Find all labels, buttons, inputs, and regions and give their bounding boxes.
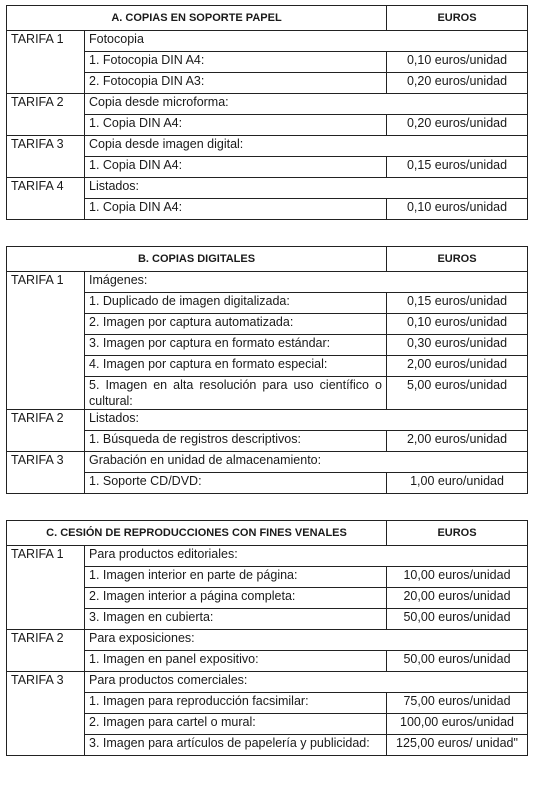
tarifas-document — [6, 5, 527, 782]
tarifa-group-label: Para productos comerciales: — [85, 672, 528, 693]
tarifa-group-label: Copia desde imagen digital: — [85, 136, 528, 157]
item-price: 125,00 euros/ unidad" — [387, 735, 528, 756]
table-row — [7, 136, 528, 157]
item-price: 0,30 euros/unidad — [387, 335, 528, 356]
item-price: 1,00 euro/unidad — [387, 473, 528, 494]
table-row — [7, 31, 528, 52]
item-description: 3. Imagen para artículos de papelería y publicidad: — [85, 735, 387, 756]
item-description: 2. Fotocopia DIN A3: — [85, 73, 387, 94]
item-price: 50,00 euros/unidad — [387, 609, 528, 630]
tarifa-group-label: Listados: — [85, 178, 528, 199]
tarifa-code: TARIFA 4 — [7, 178, 85, 220]
item-price: 0,20 euros/unidad — [387, 73, 528, 94]
tarifa-group-label: Copia desde microforma: — [85, 94, 528, 115]
item-description: 1. Copia DIN A4: — [85, 115, 387, 136]
item-description: 2. Imagen para cartel o mural: — [85, 714, 387, 735]
table-row — [7, 588, 528, 609]
currency-header: EUROS — [387, 247, 528, 272]
tarifa-code: TARIFA 3 — [7, 136, 85, 178]
table-row — [7, 115, 528, 136]
currency-header: EUROS — [387, 6, 528, 31]
table-row — [7, 630, 528, 651]
item-description: 1. Imagen en panel expositivo: — [85, 651, 387, 672]
table-row — [7, 567, 528, 588]
table-row — [7, 431, 528, 452]
item-description: 3. Imagen en cubierta: — [85, 609, 387, 630]
table-row — [7, 94, 528, 115]
item-description: 1. Imagen para reproducción facsimilar: — [85, 693, 387, 714]
table-row — [7, 377, 528, 410]
table-row — [7, 335, 528, 356]
item-price: 0,15 euros/unidad — [387, 293, 528, 314]
tarifa-group-label: Para productos editoriales: — [85, 546, 528, 567]
item-price: 0,15 euros/unidad — [387, 157, 528, 178]
table-header-row — [7, 521, 528, 546]
item-description: 2. Imagen interior a página completa: — [85, 588, 387, 609]
item-description: 1. Imagen interior en parte de página: — [85, 567, 387, 588]
table-row — [7, 452, 528, 473]
table-header-row — [7, 247, 528, 272]
tarifa-code: TARIFA 2 — [7, 630, 85, 672]
item-description: 1. Fotocopia DIN A4: — [85, 52, 387, 73]
item-description: 1. Copia DIN A4: — [85, 157, 387, 178]
table-row — [7, 410, 528, 431]
tarifa-group-label: Fotocopia — [85, 31, 528, 52]
item-description: 1. Copia DIN A4: — [85, 199, 387, 220]
table-row — [7, 473, 528, 494]
item-description: 1. Búsqueda de registros descriptivos: — [85, 431, 387, 452]
table-row — [7, 356, 528, 377]
table-row — [7, 73, 528, 94]
item-description: 1. Soporte CD/DVD: — [85, 473, 387, 494]
item-description: 1. Duplicado de imagen digitalizada: — [85, 293, 387, 314]
item-price: 50,00 euros/unidad — [387, 651, 528, 672]
tarifa-code: TARIFA 1 — [7, 546, 85, 630]
item-price: 0,10 euros/unidad — [387, 52, 528, 73]
currency-header: EUROS — [387, 521, 528, 546]
table-row — [7, 52, 528, 73]
item-price: 75,00 euros/unidad — [387, 693, 528, 714]
tarifa-group-label: Para exposiciones: — [85, 630, 528, 651]
item-description: 2. Imagen por captura automatizada: — [85, 314, 387, 335]
table-row — [7, 272, 528, 293]
table-row — [7, 651, 528, 672]
tarifa-group-label: Imágenes: — [85, 272, 528, 293]
tarifa-table-1 — [6, 5, 528, 220]
tarifa-code: TARIFA 2 — [7, 94, 85, 136]
item-price: 2,00 euros/unidad — [387, 431, 528, 452]
table-header-row — [7, 6, 528, 31]
table-row — [7, 293, 528, 314]
item-price: 20,00 euros/unidad — [387, 588, 528, 609]
tarifa-table-2 — [6, 246, 528, 494]
item-price: 0,10 euros/unidad — [387, 199, 528, 220]
table-row — [7, 546, 528, 567]
table-row — [7, 178, 528, 199]
table-row — [7, 672, 528, 693]
item-description: 5. Imagen en alta resolución para uso científico o cultural: — [85, 377, 387, 410]
table-row — [7, 199, 528, 220]
tarifa-code: TARIFA 3 — [7, 452, 85, 494]
item-description: 3. Imagen por captura en formato estándar: — [85, 335, 387, 356]
table-row — [7, 693, 528, 714]
section-title: A. COPIAS EN SOPORTE PAPEL — [7, 6, 387, 31]
section-title: C. CESIÓN DE REPRODUCCIONES CON FINES VENALES — [7, 521, 387, 546]
item-price: 5,00 euros/unidad — [387, 377, 528, 410]
item-price: 10,00 euros/unidad — [387, 567, 528, 588]
tarifa-group-label: Grabación en unidad de almacenamiento: — [85, 452, 528, 473]
tarifa-code: TARIFA 2 — [7, 410, 85, 452]
tarifa-code: TARIFA 1 — [7, 272, 85, 410]
item-description: 4. Imagen por captura en formato especial: — [85, 356, 387, 377]
tarifa-group-label: Listados: — [85, 410, 528, 431]
tarifa-table-3 — [6, 520, 528, 756]
table-row — [7, 157, 528, 178]
table-row — [7, 609, 528, 630]
item-price: 2,00 euros/unidad — [387, 356, 528, 377]
item-price: 0,20 euros/unidad — [387, 115, 528, 136]
tarifa-code: TARIFA 1 — [7, 31, 85, 94]
table-row — [7, 714, 528, 735]
tarifa-code: TARIFA 3 — [7, 672, 85, 756]
section-title: B. COPIAS DIGITALES — [7, 247, 387, 272]
item-price: 100,00 euros/unidad — [387, 714, 528, 735]
item-price: 0,10 euros/unidad — [387, 314, 528, 335]
table-row — [7, 735, 528, 756]
table-row — [7, 314, 528, 335]
